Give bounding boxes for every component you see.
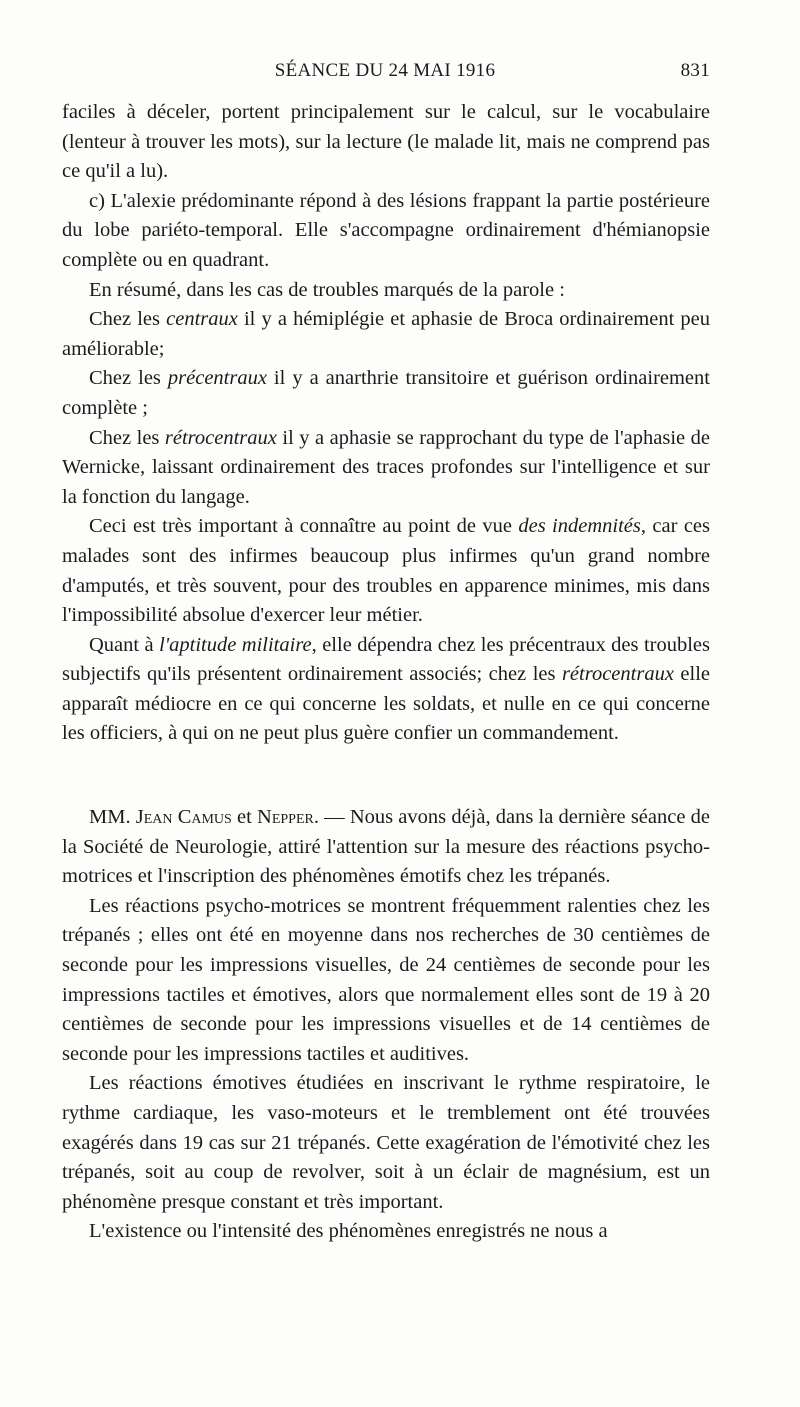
author-name: Jean Camus bbox=[135, 806, 232, 829]
text-run: Ceci est très important à connaître au point de vue bbox=[89, 515, 519, 538]
text-run: il y a anarthrie transitoire et guérison ordinairement complète ; bbox=[62, 367, 710, 419]
paragraph-communication bbox=[62, 803, 710, 892]
text-run: elle apparaît médiocre en ce qui concerne les soldats, et nulle en ce qui concerne les officiers, à qui on ne peut plus guère confier un commandement. bbox=[62, 663, 710, 745]
page-number: 831 bbox=[680, 60, 710, 81]
paragraph-reactions-emotives: Les réactions émotives étudiées en inscrivant le rythme respiratoire, le rythme cardiaque, les vaso-moteurs et le tremblement ont été trouvées exagérés dans 19 cas sur 21 trépanés. Cette exagération de l'émotivité chez les trépanés, soit au coup de revolver, soit à un éclair de magnésium, est un phénomène presque constant et très important. bbox=[62, 1072, 710, 1213]
paragraph-reactions-psychomotrices: Les réactions psycho-motrices se montrent fréquemment ralenties chez les trépanés ; elles ont été en moyenne dans nos recherches de 30 centièmes de seconde pour les impressions visuelles, de 24 centièmes de seconde pour les impressions tactiles et émotives, alors que normalement elles sont de 19 à 20 centièmes de seconde pour les impressions visuelles et de 14 centièmes de seconde pour les impressions tactiles et auditives. bbox=[62, 894, 710, 1065]
italic-term: des indemnités bbox=[518, 515, 641, 538]
text-run: , elle dépendra chez les précentraux des troubles subjectifs qu'ils présentent ordinairement associés; chez les bbox=[62, 633, 710, 686]
author-name: Nepper bbox=[257, 806, 314, 829]
text-run: . — Nous avons déjà, dans la dernière séance de la Société de Neurologie, attiré l'attention sur la mesure des réactions psycho-motrices et l'inscription des phénomènes émotifs chez les trépanés. bbox=[62, 806, 710, 888]
running-head-title: SÉANCE DU 24 MAI 1916 bbox=[274, 60, 496, 81]
text-run: et bbox=[231, 806, 258, 829]
italic-term: l'aptitude militaire bbox=[159, 633, 312, 656]
text-run: Chez les bbox=[89, 308, 167, 331]
text-run: Quant à bbox=[89, 633, 160, 656]
paragraph-aptitude bbox=[62, 631, 710, 749]
authors-prefix: MM. bbox=[89, 806, 136, 829]
text-run: il y a hémiplégie et aphasie de Broca ordinairement peu améliorable; bbox=[62, 308, 710, 360]
text-run: Chez les bbox=[89, 367, 168, 390]
paragraph-precentraux bbox=[62, 364, 710, 423]
paragraph-continuation: faciles à déceler, portent principalement sur le calcul, sur le vocabulaire (lenteur à trouver les mots), sur la lecture (le malade lit, mais ne comprend pas ce qu'il a lu). bbox=[62, 101, 710, 183]
text-run: Chez les bbox=[89, 426, 165, 449]
running-head bbox=[60, 60, 710, 90]
paragraph-retrocentraux bbox=[62, 424, 710, 513]
text-run: , car ces malades sont des infirmes beaucoup plus infirmes qu'un grand nombre d'amputés, et très souvent, pour des troubles en apparence minimes, mis dans l'impossibilité absolue d'exercer leur métier. bbox=[62, 515, 710, 627]
italic-term: rétrocentraux bbox=[164, 426, 277, 449]
paragraph-existence: L'existence ou l'intensité des phénomènes enregistrés ne nous a bbox=[89, 1220, 608, 1243]
body-text bbox=[62, 98, 710, 1247]
paragraph-alexie: c) L'alexie prédominante répond à des lésions frappant la partie postérieure du lobe pariéto-temporal. Elle s'accompagne ordinairement d'hémianopsie complète ou en quadrant. bbox=[62, 189, 710, 271]
italic-term: centraux bbox=[166, 308, 238, 331]
paragraph-indemnites bbox=[62, 512, 710, 630]
paragraph-resume: En résumé, dans les cas de troubles marqués de la parole : bbox=[89, 278, 565, 301]
text-run: il y a aphasie se rapprochant du type de l'aphasie de Wernicke, laissant ordinairement des traces profondes sur l'intelligence et sur la fonction du langage. bbox=[62, 426, 710, 508]
paragraph-centraux bbox=[62, 305, 710, 364]
italic-term: précentraux bbox=[167, 367, 267, 390]
italic-term: rétrocentraux bbox=[561, 663, 674, 686]
